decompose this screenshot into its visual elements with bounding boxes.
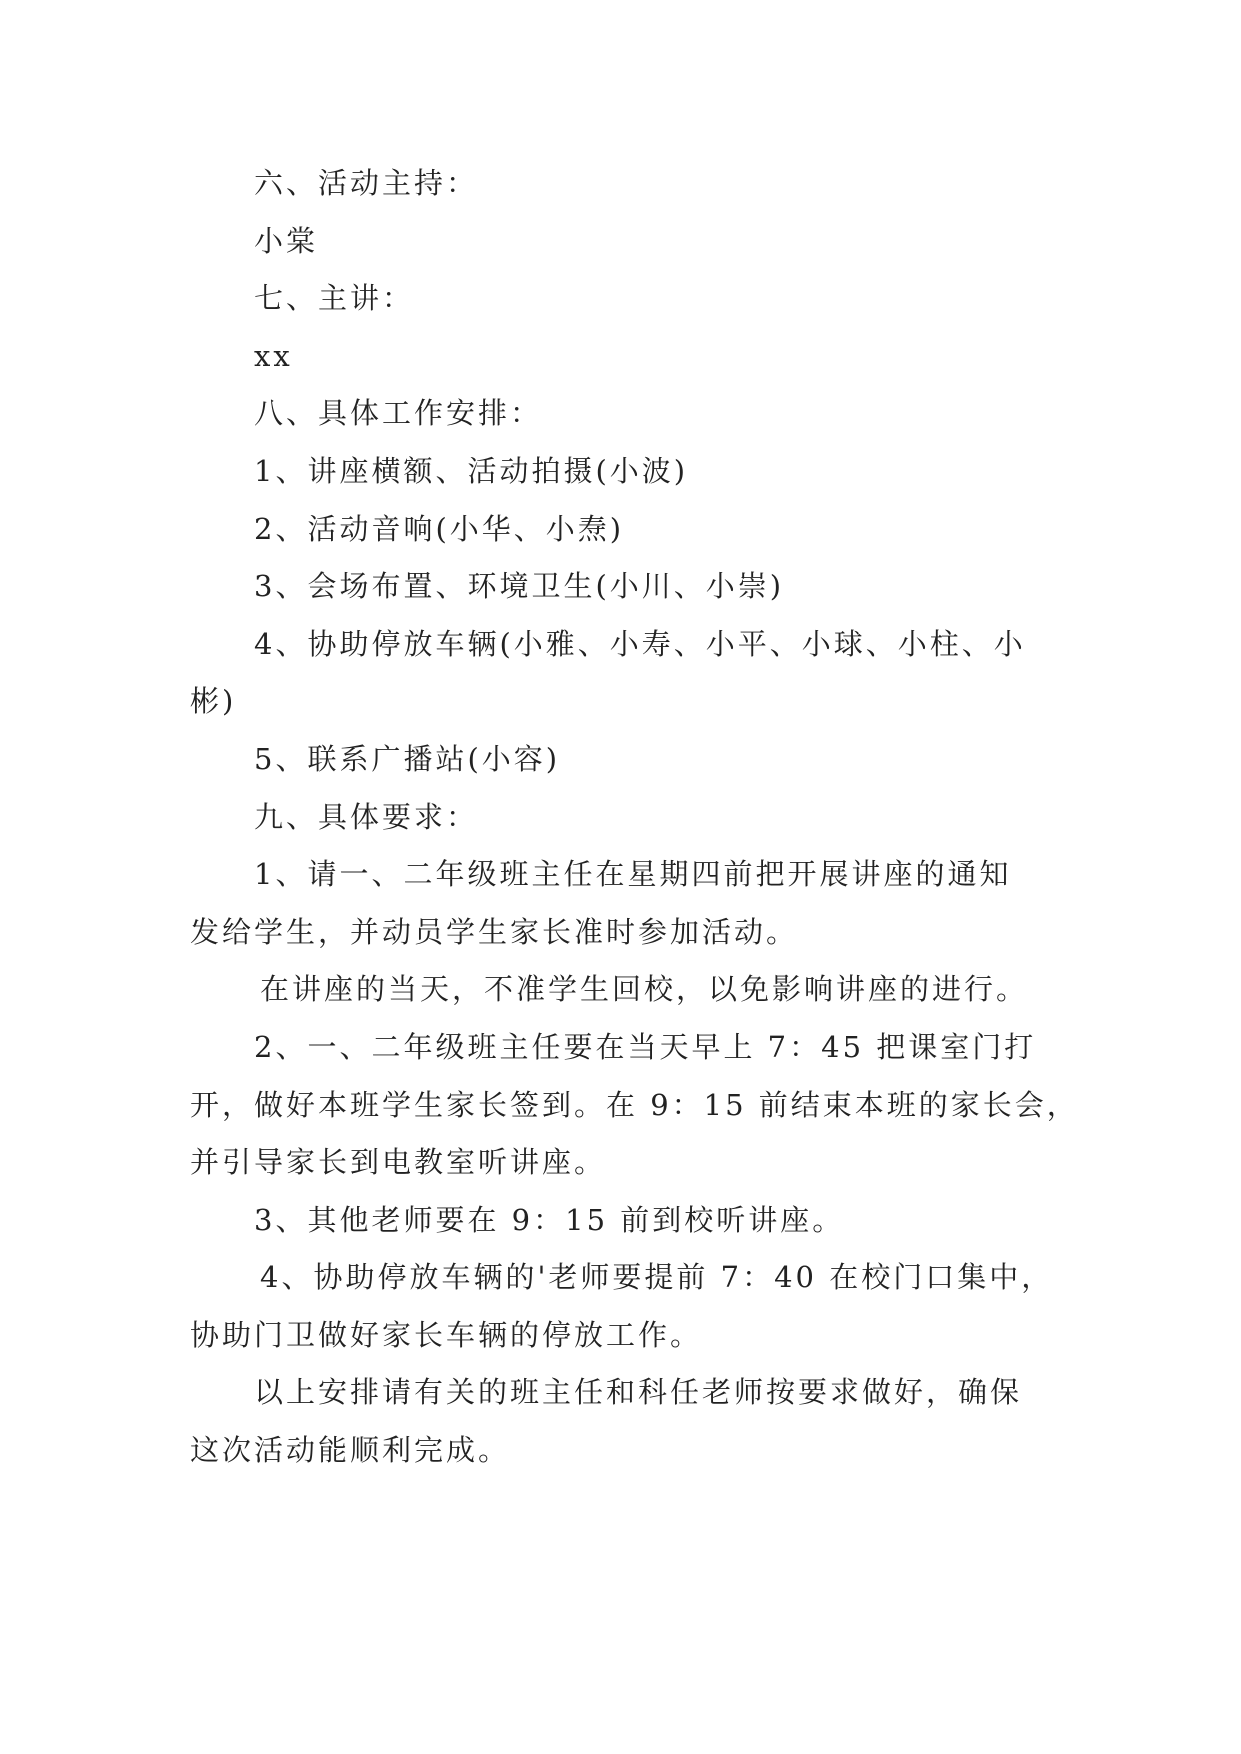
arrangement-item-1: 1、讲座横额、活动拍摄(小波): [254, 453, 689, 488]
document-body: [190, 155, 1079, 1480]
requirement-item-2: 2、一、二年级班主任要在当天早上 7：45 把课室门打: [254, 1029, 1037, 1064]
requirement-item-1-note: 在讲座的当天，不准学生回校，以免影响讲座的进行。: [260, 972, 1029, 1007]
closing-paragraph: 以上安排请有关的班主任和科任老师按要求做好，确保: [254, 1375, 1023, 1410]
section-heading-requirements: 九、具体要求：: [254, 799, 479, 834]
section-heading-host: 六、活动主持：: [254, 166, 479, 200]
host-name: 小棠: [254, 223, 319, 258]
requirement-item-2-continued-2: 并引导家长到电教室听讲座。: [190, 1145, 607, 1180]
section-heading-speaker: 七、主讲：: [254, 281, 415, 316]
requirement-item-1-continued: 发给学生，并动员学生家长准时参加活动。: [190, 914, 799, 949]
arrangement-item-4-continued: 彬): [190, 684, 237, 719]
requirement-item-3: 3、其他老师要在 9：15 前到校听讲座。: [254, 1202, 845, 1237]
requirement-item-4-continued: 协助门卫做好家长车辆的停放工作。: [190, 1317, 703, 1352]
arrangement-item-3: 3、会场布置、环境卫生(小川、小崇): [254, 569, 785, 604]
section-heading-arrangements: 八、具体工作安排：: [254, 396, 543, 431]
arrangement-item-4: 4、协助停放车辆(小雅、小寿、小平、小球、小柱、小: [254, 626, 1026, 661]
arrangement-item-2: 2、活动音响(小华、小焘): [254, 511, 625, 546]
requirement-item-2-continued: 开，做好本班学生家长签到。在 9：15 前结束本班的家长会，: [190, 1087, 1079, 1122]
speaker-name: xx: [254, 338, 293, 373]
closing-paragraph-continued: 这次活动能顺利完成。: [190, 1433, 511, 1468]
requirement-item-1: 1、请一、二年级班主任在星期四前把开展讲座的通知: [254, 857, 1012, 892]
requirement-item-4: 4、协助停放车辆的'老师要提前 7：40 在校门口集中，: [260, 1260, 1054, 1295]
arrangement-item-5: 5、联系广播站(小容): [254, 741, 561, 776]
